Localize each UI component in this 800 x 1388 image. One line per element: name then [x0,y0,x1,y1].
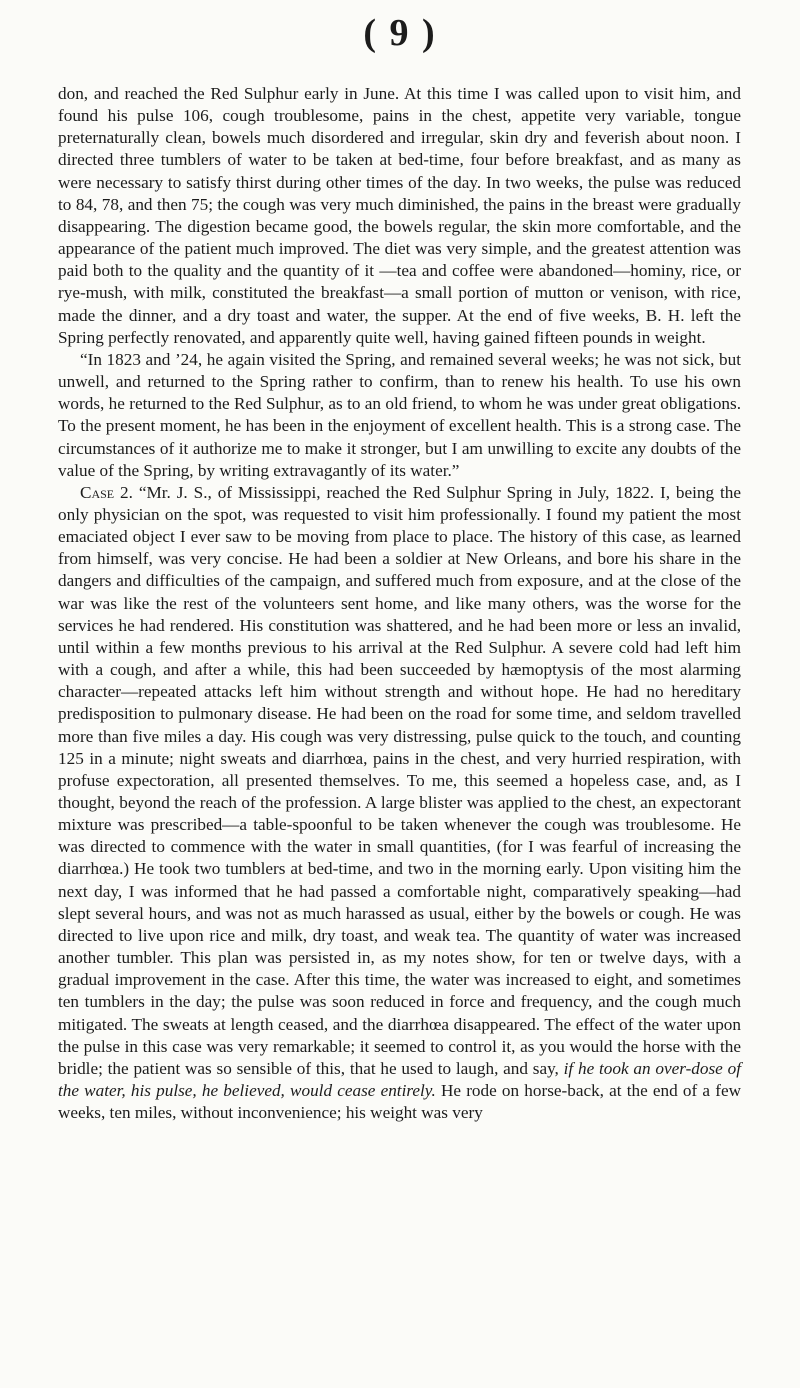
case-2-text-start: “Mr. J. S., of Mississippi, reached the Red Sulphur Spring in July, 1822. I, being the only physician on the spot, was requested to visit him professionally. I found my patient the most emaciated object I ever saw to be moving from place to place. The history of this case, as learned from himself, was very concise. He had been a soldier at New Orleans, and bore his share in the dangers and difficulties of the campaign, and suffered much from exposure, and at the close of the war was like the rest of the volunteers sent home, and like many others, was the worse for the services he had rendered. His constitution was shattered, and he had been more or less an invalid, until within a few months previous to his arrival at the Red Sulphur. A severe cold had left him with a cough, and after a while, this had been succeeded by hæmoptysis of the most alarming character—repeated attacks left him without strength and without hope. He had no hereditary predisposition to pulmonary disease. He had been on the road for some time, and seldom travelled more than five miles a day. His cough was very distressing, pulse quick to the touch, and counting 125 in a minute; night sweats and diarrhœa, pains in the chest, and very hurried respiration, with profuse expectoration, all presented themselves. To me, this seemed a hopeless case, and, as I thought, beyond the reach of the profession. A large blister was applied to the chest, an expectorant mixture was prescribed—a table-spoonful to be taken whenever the cough was troublesome. He was directed to commence with the water in small quantities, (for I was fearful of increasing the diarrhœa.) He took two tumblers at bed-time, and two in the morning early. Upon visiting him the next day, I was informed that he had passed a comfortable night, comparatively speaking—had slept several hours, and was not as much harassed as usual, either by the bowels or cough. He was directed to live upon rice and milk, dry toast, and weak tea. The quantity of water was increased another tumbler. This plan was persisted in, as my notes show, for ten or twelve days, with a gradual improvement in the case. After this time, the water was increased to eight, and sometimes ten tumblers in the day; the pulse was soon reduced in force and frequency, and the cough much mitigated. The sweats at length ceased, and the diarrhœa disappeared. The effect of the water upon the pulse in this case was very remarkable; it seemed to control it, as you would the horse with the bridle; the patient was so sensible of this, that he used to laugh, and say, [58,482,741,1078]
italic-quotation: if he took an over-dose of the water, his pulse, he believed, would cease entirely. [58,1058,741,1101]
case-label: Case 2. [80,482,133,502]
page-number: ( 9 ) [363,12,437,54]
paragraph-quotation: “In 1823 and ’24, he again visited the Spring, and remained several weeks; he was not sick, but unwell, and returned to the Spring rather to confirm, than to renew his health. To use his own words, he returned to the Red Sulphur, as to an old friend, to whom he was under great obligations. To the present moment, he has been in the enjoyment of excellent health. This is a strong case. The circumstances of it authorize me to make it stronger, but I am unwilling to excite any doubts of the value of the Spring, by writing extravagantly of its water.” [58,349,741,480]
paragraph-case-2 [58,482,741,1125]
page-body [58,83,741,1124]
case-2-text-end: He rode on horse-back, at the end of a few weeks, ten miles, without inconvenience; his weight was very [58,1081,742,1123]
paragraph-continued: don, and reached the Red Sulphur early in June. At this time I was called upon to visit him, and found his pulse 106, cough troublesome, pains in the chest, appetite very variable, tongue preternaturally clean, bowels much disordered and irregular, skin dry and feverish about noon. I directed three tumblers of water to be taken at bed-time, four before breakfast, and as many as were necessary to satisfy thirst during other times of the day. In two weeks, the pulse was reduced to 84, 78, and then 75; the cough was very much diminished, the pains in the breast were gradually disappearing. The digestion became good, the bowels regular, the skin more comfortable, and the appearance of the patient much improved. The diet was very simple, and the greatest attention was paid both to the quality and the quantity of it —tea and coffee were abandoned—hominy, rice, or rye-mush, with milk, constituted the breakfast—a small portion of mutton or venison, with rice, made the dinner, and a dry toast and water, the supper. At the end of five weeks, B. H. left the Spring perfectly renovated, and apparently quite well, having gained fifteen pounds in weight. [58,84,741,347]
